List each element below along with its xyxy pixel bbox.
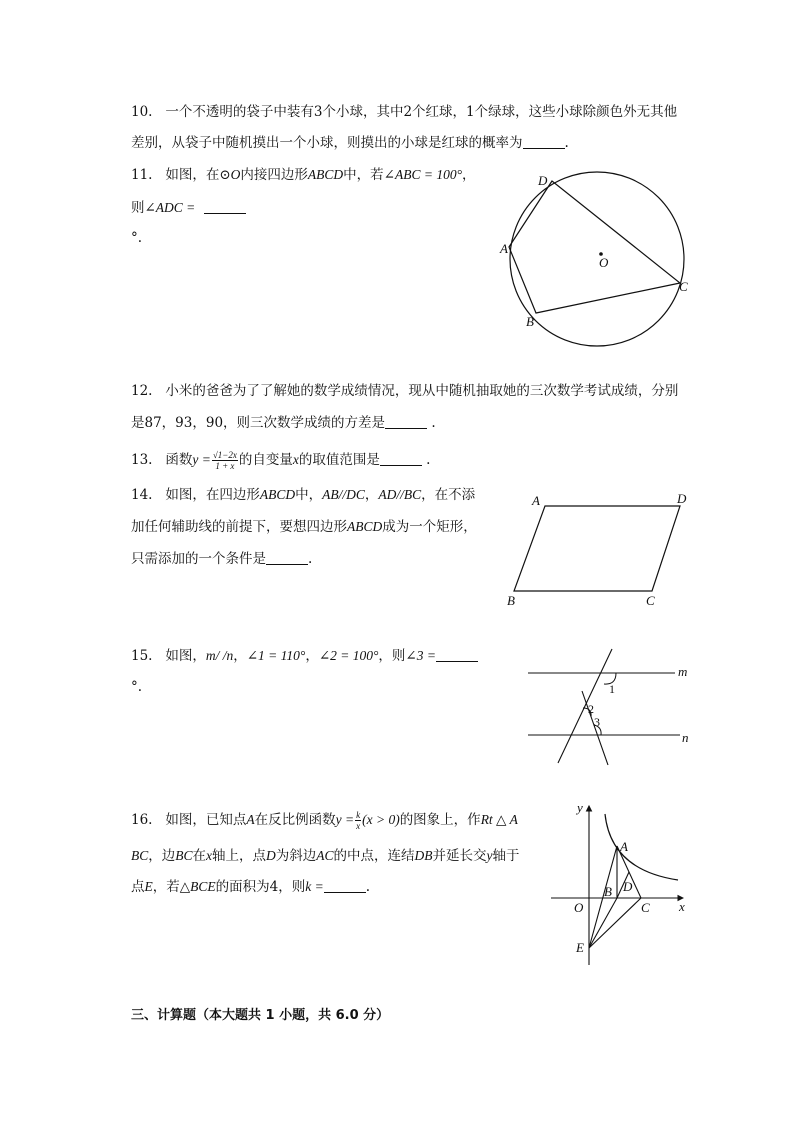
label-d: D xyxy=(677,491,687,506)
label-c: C xyxy=(641,900,650,915)
parallelogram-abcd xyxy=(514,506,680,591)
label-x: x xyxy=(679,899,685,914)
q12-line2: 是87，93，90，则三次数学成绩的方差是 . xyxy=(131,415,436,431)
q14-figure-parallelogram xyxy=(500,485,700,610)
q15-number: 15. xyxy=(131,648,153,664)
q11-figure-circle xyxy=(495,165,695,335)
q15-figure-parallel-lines xyxy=(520,645,700,770)
q10-line1 xyxy=(131,102,677,122)
q14-line1: 14. 如图，在四边形ABCD中，AB//DC，AD//BC，在不添 xyxy=(131,487,476,503)
q15-line2: °. xyxy=(131,679,143,695)
q11-line2: 则∠ADC = xyxy=(131,198,246,218)
q10-text2: 差别，从袋子中随机摸出一个小球，则摸出的小球是红球的概率为 xyxy=(131,135,523,151)
q14-line3: 只需添加的一个条件是 . xyxy=(131,551,313,567)
label-b: B xyxy=(604,884,612,899)
answer-blank[interactable] xyxy=(204,199,246,214)
q13-number: 13. xyxy=(131,452,153,468)
q12-number: 12. xyxy=(131,383,153,399)
answer-blank[interactable] xyxy=(385,414,427,429)
label-b: B xyxy=(507,593,515,608)
segment-ea xyxy=(589,846,617,948)
label-a: A xyxy=(532,493,540,508)
label-a: A xyxy=(500,241,508,256)
q14-line2: 加任何辅助线的前提下，要想四边形ABCD成为一个矩形， xyxy=(131,519,477,535)
label-1: 1 xyxy=(609,682,615,696)
hyperbola-curve xyxy=(605,814,678,880)
q13-line1: 13. 函数y = $\frac{√1-2x}{1 + x}$ 的自变量x的取值范围是 . xyxy=(131,450,431,471)
label-3: 3 xyxy=(594,715,600,729)
answer-blank[interactable] xyxy=(380,451,422,466)
q11-number: 11. xyxy=(131,167,153,183)
q12-line1: 12. 小米的爸爸为了了解她的数学成绩情况，现从中随机抽取她的三次数学考试成绩，分别 xyxy=(131,383,679,399)
q10-line2: 差别，从袋子中随机摸出一个小球，则摸出的小球是红球的概率为 . xyxy=(131,135,569,151)
fraction: $\frac{√1-2x}{1 + x}$ xyxy=(212,450,237,471)
q16-figure-hyperbola xyxy=(545,798,695,968)
answer-blank[interactable] xyxy=(436,647,478,662)
label-n: n xyxy=(682,730,689,745)
label-2: 2 xyxy=(588,702,594,716)
segment-ec xyxy=(589,898,641,948)
q16-number: 16. xyxy=(131,812,153,828)
answer-blank[interactable] xyxy=(523,134,565,149)
label-d: D xyxy=(623,879,633,894)
q10-text: 一个不透明的袋子中装有3个小球，其中2个红球，1个绿球，这些小球除颜色外无其他 xyxy=(165,104,678,120)
label-b: B xyxy=(526,314,534,329)
label-a: A xyxy=(620,839,628,854)
label-c: C xyxy=(646,593,655,608)
label-o: O xyxy=(574,900,584,915)
q11-line1: 11. 如图，在⊙O内接四边形ABCD中，若∠ABC = 100°， xyxy=(131,167,476,183)
section-heading: 三、计算题（本大题共 1 小题，共 6.0 分） xyxy=(131,1008,390,1023)
label-c: C xyxy=(679,279,688,294)
q15-line1: 15. 如图，m/ /n，∠1 = 110°，∠2 = 100°，则∠3 = xyxy=(131,646,478,666)
q10-number: 10. xyxy=(131,104,153,120)
circle-o xyxy=(510,172,684,346)
label-d: D xyxy=(538,173,548,188)
fraction: $\frac{k}{x}$ xyxy=(356,810,361,831)
q16-line2: BC，边BC在x轴上，点D为斜边AC的中点，连结DB并延长交y轴于 xyxy=(131,848,520,864)
angle-abc: ∠ABC = 100° xyxy=(383,167,462,182)
quadrilateral-abcd xyxy=(509,181,680,313)
segment-be xyxy=(589,898,617,948)
answer-blank[interactable] xyxy=(324,878,366,893)
label-o: O xyxy=(599,255,609,270)
q14-number: 14. xyxy=(131,487,153,503)
label-m: m xyxy=(678,664,688,679)
q16-line3: 点E，若△BCE的面积为4，则k = . xyxy=(131,879,371,895)
transversal-1 xyxy=(558,649,612,763)
answer-blank[interactable] xyxy=(266,550,308,565)
label-e: E xyxy=(576,940,584,955)
circle-symbol: ⊙ xyxy=(219,167,231,183)
q11-line3: °. xyxy=(131,230,143,246)
label-y: y xyxy=(577,800,583,815)
q16-line1: 16. 如图，已知点A在反比例函数y = $\frac{k}{x}$ (x > 0)的图象上，作Rt △ A xyxy=(131,810,518,831)
